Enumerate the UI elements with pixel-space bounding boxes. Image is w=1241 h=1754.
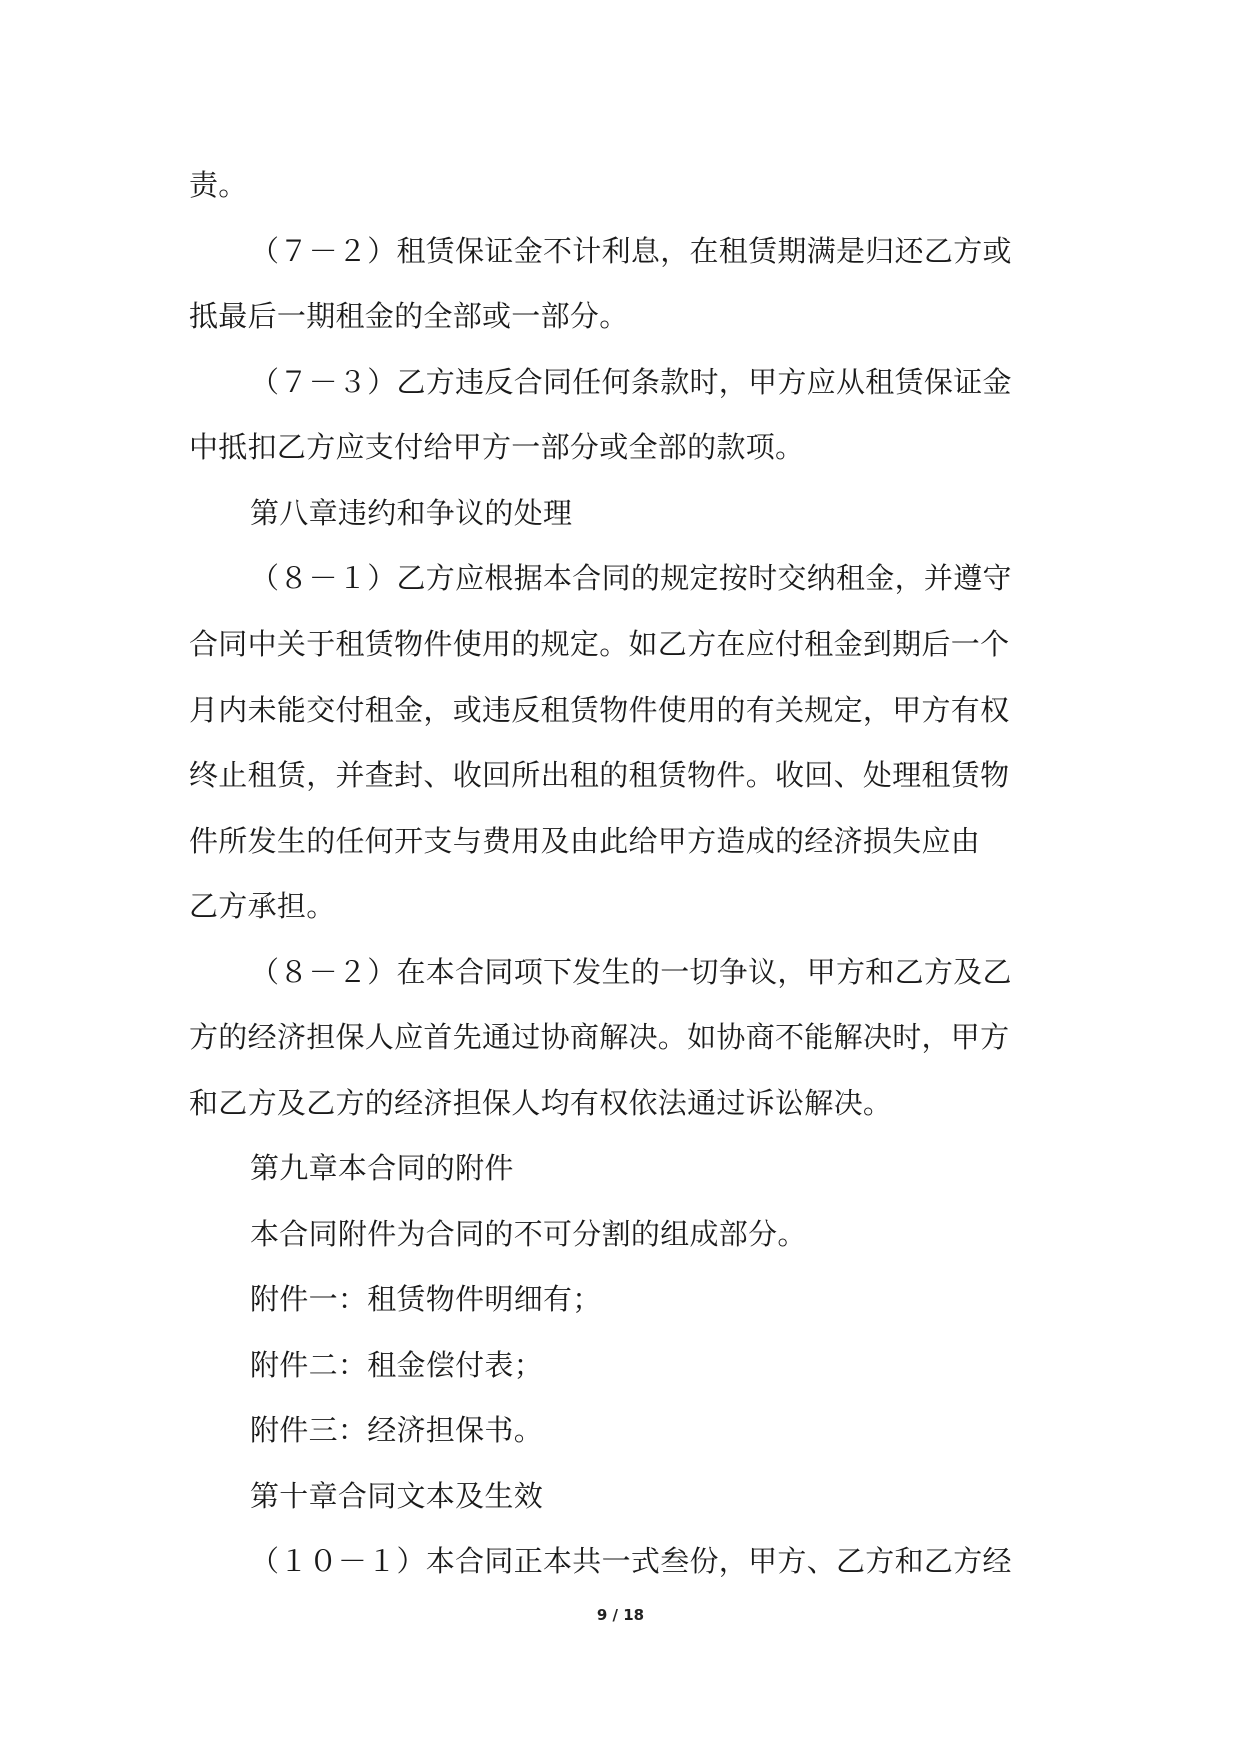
text-line: 抵最后一期租金的全部或一部分。: [189, 299, 629, 333]
text-line: 乙方承担。: [189, 889, 336, 923]
attachment-item: 附件一：租赁物件明细有；: [250, 1282, 602, 1316]
text-line: 终止租赁，并查封、收回所出租的租赁物件。收回、处理租赁物: [189, 758, 1010, 792]
chapter-heading: 第十章合同文本及生效: [250, 1479, 544, 1513]
text-line: 责。: [189, 168, 248, 202]
page-number: 9 / 18: [596, 1606, 645, 1624]
chapter-heading: 第八章违约和争议的处理: [250, 496, 573, 530]
text-line: 月内未能交付租金，或违反租赁物件使用的有关规定，甲方有权: [189, 693, 1010, 727]
text-line: （８－２）在本合同项下发生的一切争议，甲方和乙方及乙: [250, 955, 1012, 989]
text-line: 件所发生的任何开支与费用及由此给甲方造成的经济损失应由: [189, 824, 981, 858]
text-line: （８－１）乙方应根据本合同的规定按时交纳租金，并遵守: [250, 561, 1012, 595]
text-line: 方的经济担保人应首先通过协商解决。如协商不能解决时，甲方: [189, 1020, 1010, 1054]
attachment-item: 附件三：经济担保书。: [250, 1413, 544, 1447]
text-line: （１０－１）本合同正本共一式叁份，甲方、乙方和乙方经: [250, 1544, 1012, 1578]
text-line: 和乙方及乙方的经济担保人均有权依法通过诉讼解决。: [189, 1086, 893, 1120]
text-line: 本合同附件为合同的不可分割的组成部分。: [250, 1217, 807, 1251]
text-line: 中抵扣乙方应支付给甲方一部分或全部的款项。: [189, 430, 805, 464]
text-line: （７－３）乙方违反合同任何条款时，甲方应从租赁保证金: [250, 365, 1012, 399]
text-line: 合同中关于租赁物件使用的规定。如乙方在应付租金到期后一个: [189, 627, 1010, 661]
attachment-item: 附件二：租金偿付表；: [250, 1348, 544, 1382]
text-line: （７－２）租赁保证金不计利息，在租赁期满是归还乙方或: [250, 234, 1012, 268]
chapter-heading: 第九章本合同的附件: [250, 1151, 514, 1185]
